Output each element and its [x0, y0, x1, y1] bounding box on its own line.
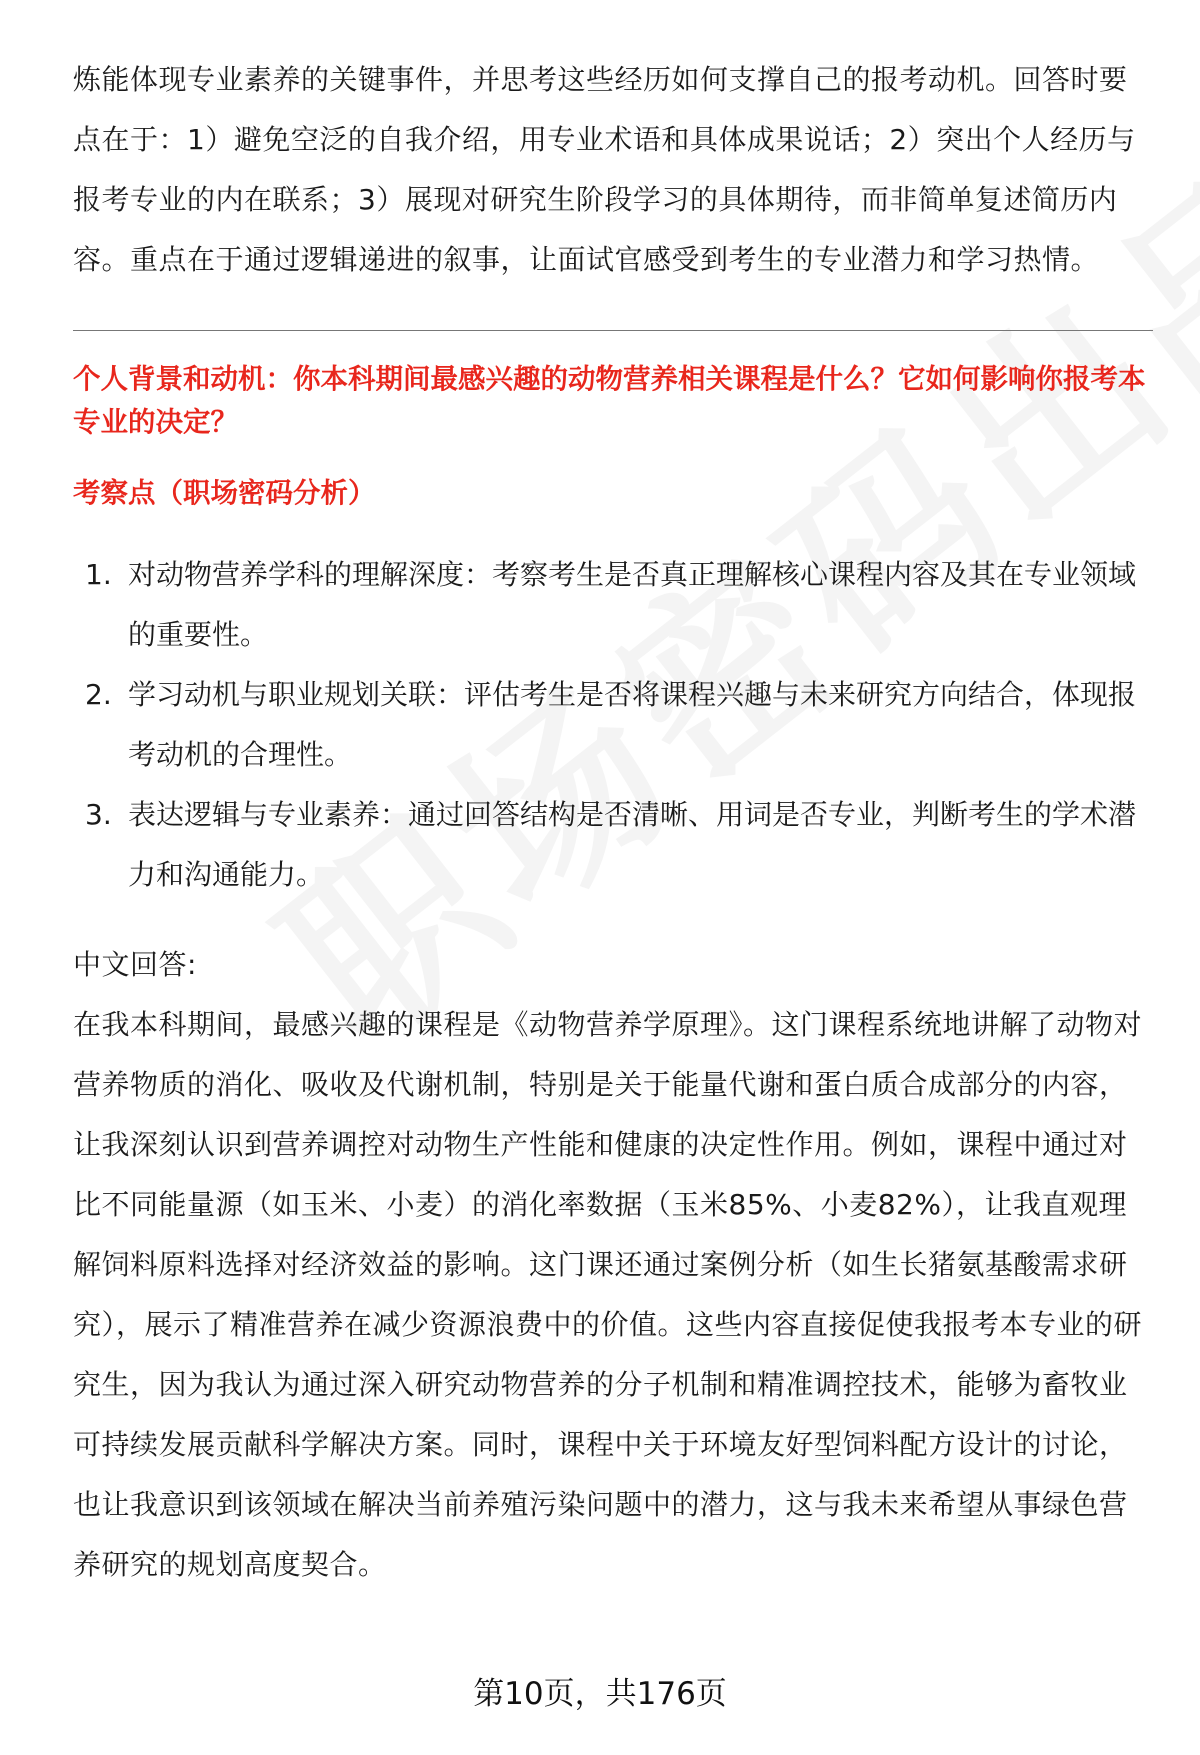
list-item [73, 545, 1153, 665]
assessment-list [73, 545, 1153, 905]
intro-paragraph: 炼能体现专业素养的关键事件，并思考这些经历如何支撑自己的报考动机。回答时要点在于：1）避免空泛的自我介绍，用专业术语和具体成果说话；2）突出个人经历与报考专业的内在联系；3）展现对研究生阶段学习的具体期待，而非简单复述简历内容。重点在于通过逻辑递进的叙事，让面试官感受到考生的专业潜力和学习热情。 [73, 63, 1136, 276]
list-item-text: 学习动机与职业规划关联：评估考生是否将课程兴趣与未来研究方向结合，体现报考动机的合理性。 [128, 678, 1137, 771]
question-heading: 个人背景和动机：你本科期间最感兴趣的动物营养相关课程是什么？它如何影响你报考本专业的决定？ [73, 363, 1146, 438]
list-item-number: 2. [85, 678, 112, 711]
section-divider [73, 330, 1153, 331]
page-number: 第10页，共176页 [473, 1676, 727, 1712]
list-item [73, 785, 1153, 905]
answer-label: 中文回答: [73, 948, 197, 981]
assessment-label: 考察点（职场密码分析） [73, 477, 376, 509]
answer-text: 在我本科期间，最感兴趣的课程是《动物营养学原理》。这门课程系统地讲解了动物对营养物质的消化、吸收及代谢机制，特别是关于能量代谢和蛋白质合成部分的内容，让我深刻认识到营养调控对动物生产性能和健康的决定性作用。例如，课程中通过对比不同能量源（如玉米、小麦）的消化率数据（玉米85%、小麦82%），让我直观理解饲料原料选择对经济效益的影响。这门课还通过案例分析（如生长猪氨基酸需求研究），展示了精准营养在减少资源浪费中的价值。这些内容直接促使我报考本专业的研究生，因为我认为通过深入研究动物营养的分子机制和精准调控技术，能够为畜牧业可持续发展贡献科学解决方案。同时，课程中关于环境友好型饲料配方设计的讨论，也让我意识到该领域在解决当前养殖污染问题中的潜力，这与我未来希望从事绿色营养研究的规划高度契合。 [73, 1008, 1143, 1581]
list-item-number: 1. [85, 558, 112, 591]
list-item-text: 对动物营养学科的理解深度：考察考生是否真正理解核心课程内容及其在专业领域的重要性。 [128, 558, 1137, 651]
list-item-number: 3. [85, 798, 112, 831]
list-item-text: 表达逻辑与专业素养：通过回答结构是否清晰、用词是否专业，判断考生的学术潜力和沟通能力。 [128, 798, 1137, 891]
page-content [73, 50, 1153, 1595]
list-item [73, 665, 1153, 785]
